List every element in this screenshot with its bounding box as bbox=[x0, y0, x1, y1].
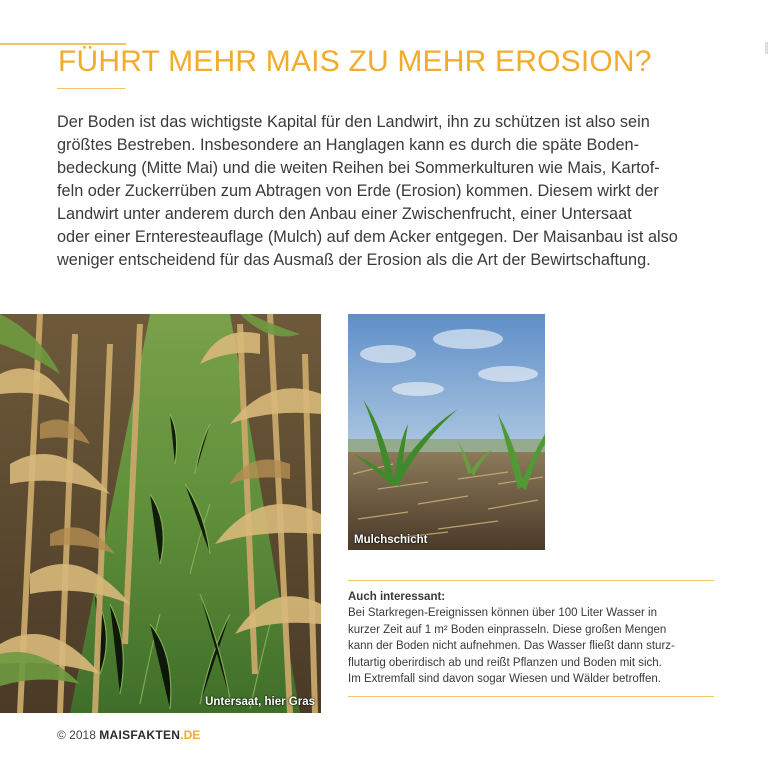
info-line: kann der Boden nicht aufnehmen. Das Wasser fließt dann sturz- bbox=[348, 640, 675, 653]
info-rule-top bbox=[348, 580, 714, 581]
intro-line: feln oder Zuckerrüben zum Abtragen von Erde (Erosion) kommen. Diesem wirkt der bbox=[57, 182, 659, 200]
photo-caption-undersowing: Untersaat, hier Gras bbox=[205, 696, 315, 708]
info-rule-bottom bbox=[348, 696, 714, 697]
copyright-text: © 2018 bbox=[57, 728, 96, 742]
info-line: flutartig oberirdisch ab und reißt Pflanzen und Boden mit sich. bbox=[348, 656, 662, 669]
mulch-layer-photo bbox=[348, 314, 545, 550]
brand-name: MAISFAKTEN bbox=[99, 728, 181, 742]
intro-line: Der Boden ist das wichtigste Kapital für den Landwirt, ihn zu schützen ist also sein bbox=[57, 113, 650, 131]
intro-line: größtes Bestreben. Insbesondere an Hanglagen kann es durch die späte Boden- bbox=[57, 136, 639, 154]
brand-tld: DE bbox=[183, 728, 201, 742]
info-line: kurzer Zeit auf 1 m² Boden einprasseln. Diese großen Mengen bbox=[348, 623, 667, 636]
cornfield-grass-illustration bbox=[0, 314, 321, 713]
intro-line: weniger entscheidend für das Ausmaß der Erosion als die Art der Bewirtschaftung. bbox=[57, 251, 651, 269]
intro-paragraph bbox=[57, 111, 717, 272]
photo-caption-mulch: Mulchschicht bbox=[354, 534, 428, 546]
info-title: Auch interessant: bbox=[348, 591, 446, 603]
info-box bbox=[348, 580, 714, 697]
info-line: Bei Starkregen-Ereignissen können über 100 Liter Wasser in bbox=[348, 607, 657, 619]
maize-seedlings-illustration bbox=[348, 314, 545, 550]
page-title: FÜHRT MEHR MAIS ZU MEHR EROSION? bbox=[58, 45, 652, 78]
footer bbox=[57, 728, 200, 742]
intro-line: Landwirt unter anderem durch den Anbau einer Zwischenfrucht, einer Untersaat bbox=[57, 205, 632, 223]
title-underline-rule bbox=[57, 88, 125, 89]
intro-line: oder einer Ernteresteauflage (Mulch) auf dem Acker entgegen. Der Maisanbau ist also bbox=[57, 228, 678, 246]
brand-dot: . bbox=[180, 728, 184, 742]
intro-line: bedeckung (Mitte Mai) und die weiten Reihen bei Sommerkulturen wie Mais, Kartof- bbox=[57, 159, 660, 177]
info-text bbox=[348, 605, 714, 688]
undersowing-grass-photo bbox=[0, 314, 321, 713]
info-line: Im Extremfall sind davon sogar Wiesen und Wälder betroffen. bbox=[348, 673, 661, 686]
